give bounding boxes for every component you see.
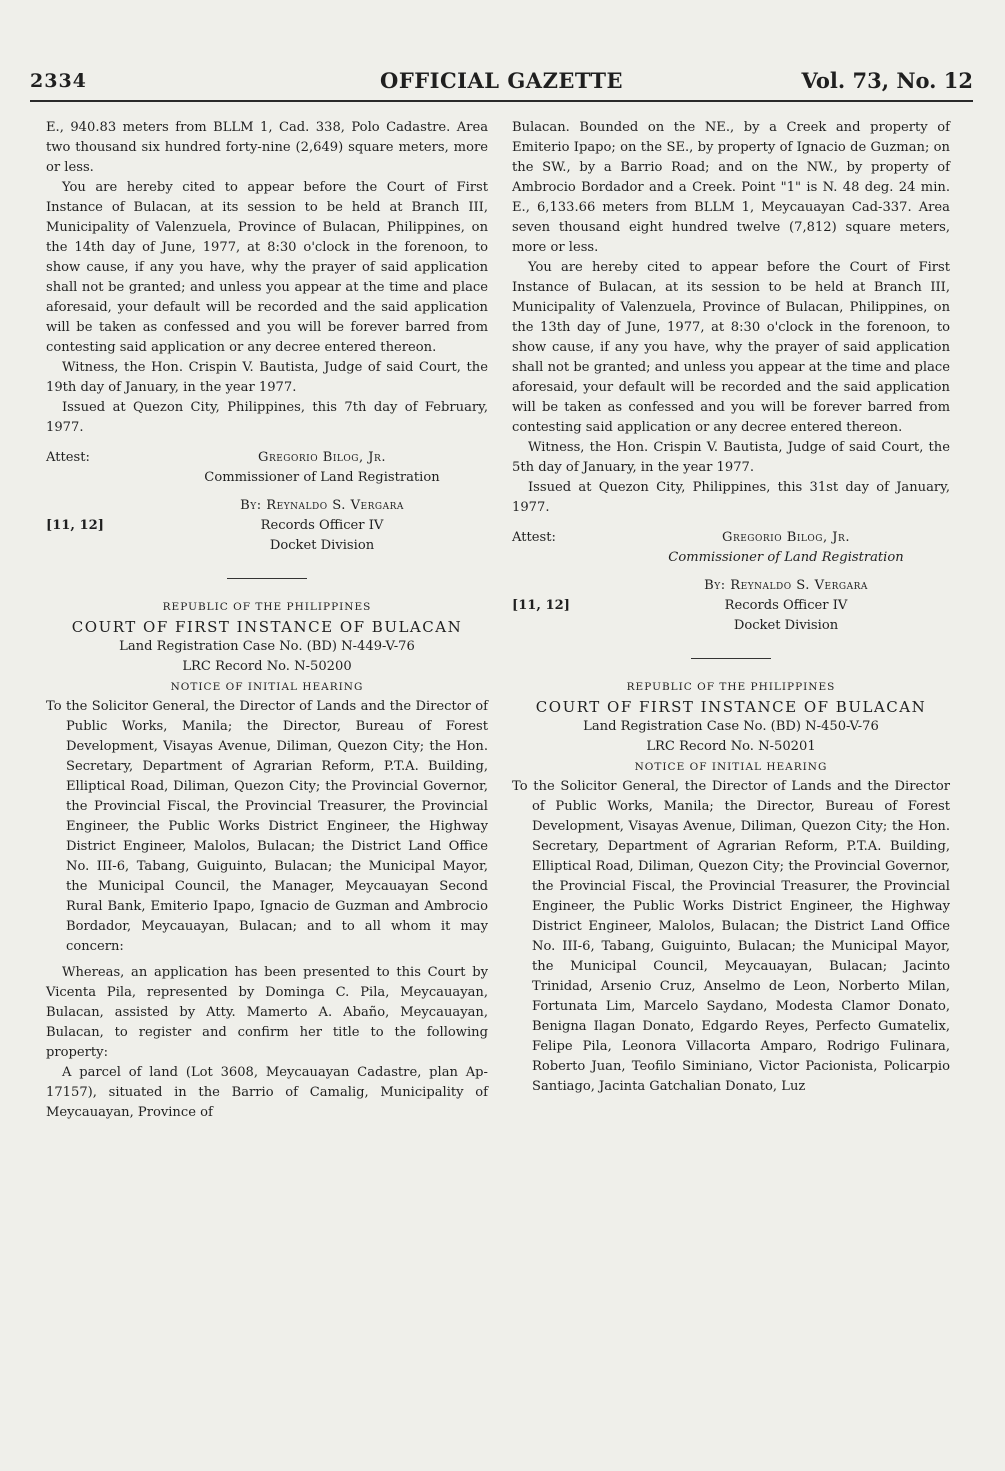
right-by-division: Docket Division bbox=[733, 618, 839, 633]
left-parcel-paragraph: A parcel of land (Lot 3608, Meycauayan Cadastre, plan Ap-17157), situated in the Barrio of Camalig, Municipality of Meycauayan, Province of bbox=[46, 1065, 488, 1120]
volume-issue: Vol. 73, No. 12 bbox=[801, 68, 973, 93]
right-notice-heading: NOTICE OF INITIAL HEARING bbox=[634, 761, 828, 773]
left-record-number: LRC Record No. N-50200 bbox=[182, 659, 352, 674]
left-addressees-paragraph: To the Solicitor General, the Director of Lands and the Director of Public Works, Manila; the Director, Bureau of Forest Development, Visayas Avenue, Diliman, Quezon City; the Hon. Secretary, Department of Agrarian Reform, P.T.A. Building, Elliptical Road, Diliman, Quezon City; the Provincial Governor, the Provincial Fiscal, the Provincial Treasurer, the Provincial Engineer, the Public Works District Engineer, the Highway District Engineer, Malolos, Bulacan; the District Land Office No. III-6, Tabang, Guiguinto, Bulacan; the Municipal Mayor, the Municipal Council, the Manager, Meycauayan Second Rural Bank, Emiterio Ipapo, Ignacio de Guzman and Ambrocio Bordador, Meycauayan, Bulacan; and to all whom it may concern: bbox=[46, 699, 488, 954]
right-lot-description-end: Bulacan. Bounded on the NE., by a Creek and property of Emiterio Ipapo; on the SE., by property of Ignacio de Guzman; on the SW., by a Barrio Road; and on the NW., by property of Ambrocio Bordador and a Creek. Point "1" is N. 48 deg. 24 min. E., 6,133.66 meters from BLLM 1, Meycauayan Cad-337. Area seven thousand eight hundred twelve (7,812) square meters, more or less. bbox=[512, 120, 950, 255]
right-record-number: LRC Record No. N-50201 bbox=[646, 739, 816, 754]
right-by-title: Records Officer IV bbox=[724, 598, 848, 613]
left-citation-paragraph: You are hereby cited to appear before the Court of First Instance of Bulacan, at its session to be held at Branch III, Municipality of Valenzuela, Province of Bulacan, Philippines, on the 14th day of June, 1977, at 8:30 o'clock in the forenoon, to show cause, if any you have, why the prayer of said application shall not be granted; and unless you appear at the time and place aforesaid, your default will be recorded and the said application will be taken as confessed and you will be forever barred from contesting said application or any decree entered thereon. bbox=[46, 180, 488, 355]
publication-title: OFFICIAL GAZETTE bbox=[380, 68, 623, 93]
left-issued-paragraph: Issued at Quezon City, Philippines, this 7th day of February, 1977. bbox=[46, 400, 488, 435]
right-court-heading: COURT OF FIRST INSTANCE OF BULACAN bbox=[535, 698, 927, 716]
right-case-number: Land Registration Case No. (BD) N-450-V-76 bbox=[583, 719, 879, 734]
left-by-name: By: Reynaldo S. Vergara bbox=[240, 498, 404, 513]
right-by-block bbox=[512, 576, 950, 636]
left-republic-heading: REPUBLIC OF THE PHILIPPINES bbox=[162, 601, 372, 613]
right-addressees-paragraph: To the Solicitor General, the Director of Lands and the Director of Public Works, Manila; the Director, Bureau of Forest Development, Visayas Avenue, Diliman, Quezon City; the Hon. Secretary, Department of Agrarian Reform, P.T.A. Building, Elliptical Road, Diliman, Quezon City; the Provincial Governor, the Provincial Fiscal, the Provincial Treasurer, the Provincial Engineer, the Public Works District Engineer, the Highway District Engineer, Malolos, Bulacan; the District Land Office No. III-6, Tabang, Guiguinto, Bulacan; the Municipal Mayor, the Municipal Council, Meycauayan, Bulacan; Jacinto Trinidad, Arsenio Cruz, Anselmo de Leon, Norberto Milan, Fortunata Lim, Marcelo Saydano, Modesta Clamor Donato, Benigna Ilagan Donato, Edgardo Reyes, Perfecto Gumatelix, Felipe Pila, Leonora Villacorta Amparo, Rodrigo Fulinara, Roberto Juan, Teofilo Siminiano, Victor Pacionista, Policarpio Santiago, Jacinta Gatchalian Donato, Luz bbox=[512, 779, 950, 1094]
left-signer-name: Gregorio Bilog, Jr. bbox=[258, 450, 386, 465]
left-witness-paragraph: Witness, the Hon. Crispin V. Bautista, Judge of said Court, the 19th day of January, in the year 1977. bbox=[46, 360, 488, 395]
left-by-division: Docket Division bbox=[269, 538, 375, 553]
left-lot-description-end: E., 940.83 meters from BLLM 1, Cad. 338, Polo Cadastre. Area two thousand six hundred forty-nine (2,649) square meters, more or less. bbox=[46, 120, 488, 175]
left-notice-heading: NOTICE OF INITIAL HEARING bbox=[170, 681, 364, 693]
right-signer-title: Commissioner of Land Registration bbox=[668, 550, 904, 565]
left-case-number: Land Registration Case No. (BD) N-449-V-76 bbox=[119, 639, 415, 654]
left-issue-tag: [11, 12] bbox=[46, 518, 104, 533]
right-witness-paragraph: Witness, the Hon. Crispin V. Bautista, Judge of said Court, the 5th day of January, in the year 1977. bbox=[512, 440, 950, 475]
left-whereas-paragraph: Whereas, an application has been presented to this Court by Vicenta Pila, represented by Dominga C. Pila, Meycauayan, Bulacan, assisted by Atty. Mamerto A. Abaño, Meycauayan, Bulacan, to register and confirm her title to the following property: bbox=[46, 965, 488, 1060]
left-section-divider bbox=[227, 578, 307, 579]
right-republic-heading: REPUBLIC OF THE PHILIPPINES bbox=[626, 681, 836, 693]
left-signer-title: Commissioner of Land Registration bbox=[204, 470, 440, 485]
right-column bbox=[512, 118, 950, 1097]
right-attest-label: Attest: bbox=[512, 530, 556, 545]
right-issue-tag: [11, 12] bbox=[512, 598, 570, 613]
right-section-divider bbox=[691, 658, 771, 659]
left-by-title: Records Officer IV bbox=[260, 518, 384, 533]
left-by-block bbox=[46, 496, 488, 556]
header-rule bbox=[30, 100, 973, 102]
right-by-name: By: Reynaldo S. Vergara bbox=[704, 578, 868, 593]
left-attest-label: Attest: bbox=[46, 450, 90, 465]
left-court-heading: COURT OF FIRST INSTANCE OF BULACAN bbox=[71, 618, 463, 636]
page-number: 2334 bbox=[30, 70, 87, 92]
right-issued-paragraph: Issued at Quezon City, Philippines, this 31st day of January, 1977. bbox=[512, 480, 950, 515]
left-attest-block bbox=[46, 448, 488, 488]
page-header bbox=[30, 62, 973, 102]
right-attest-block bbox=[512, 528, 950, 568]
right-citation-paragraph: You are hereby cited to appear before the Court of First Instance of Bulacan, at its session to be held at Branch III, Municipality of Valenzuela, Province of Bulacan, Philippines, on the 13th day of June, 1977, at 8:30 o'clock in the forenoon, to show cause, if any you have, why the prayer of said application shall not be granted; and unless you appear at the time and place aforesaid, your default will be recorded and the said application will be taken as confessed and you will be forever barred from contesting said application or any decree entered thereon. bbox=[512, 260, 950, 435]
left-column bbox=[46, 118, 488, 1123]
right-signer-name: Gregorio Bilog, Jr. bbox=[722, 530, 850, 545]
